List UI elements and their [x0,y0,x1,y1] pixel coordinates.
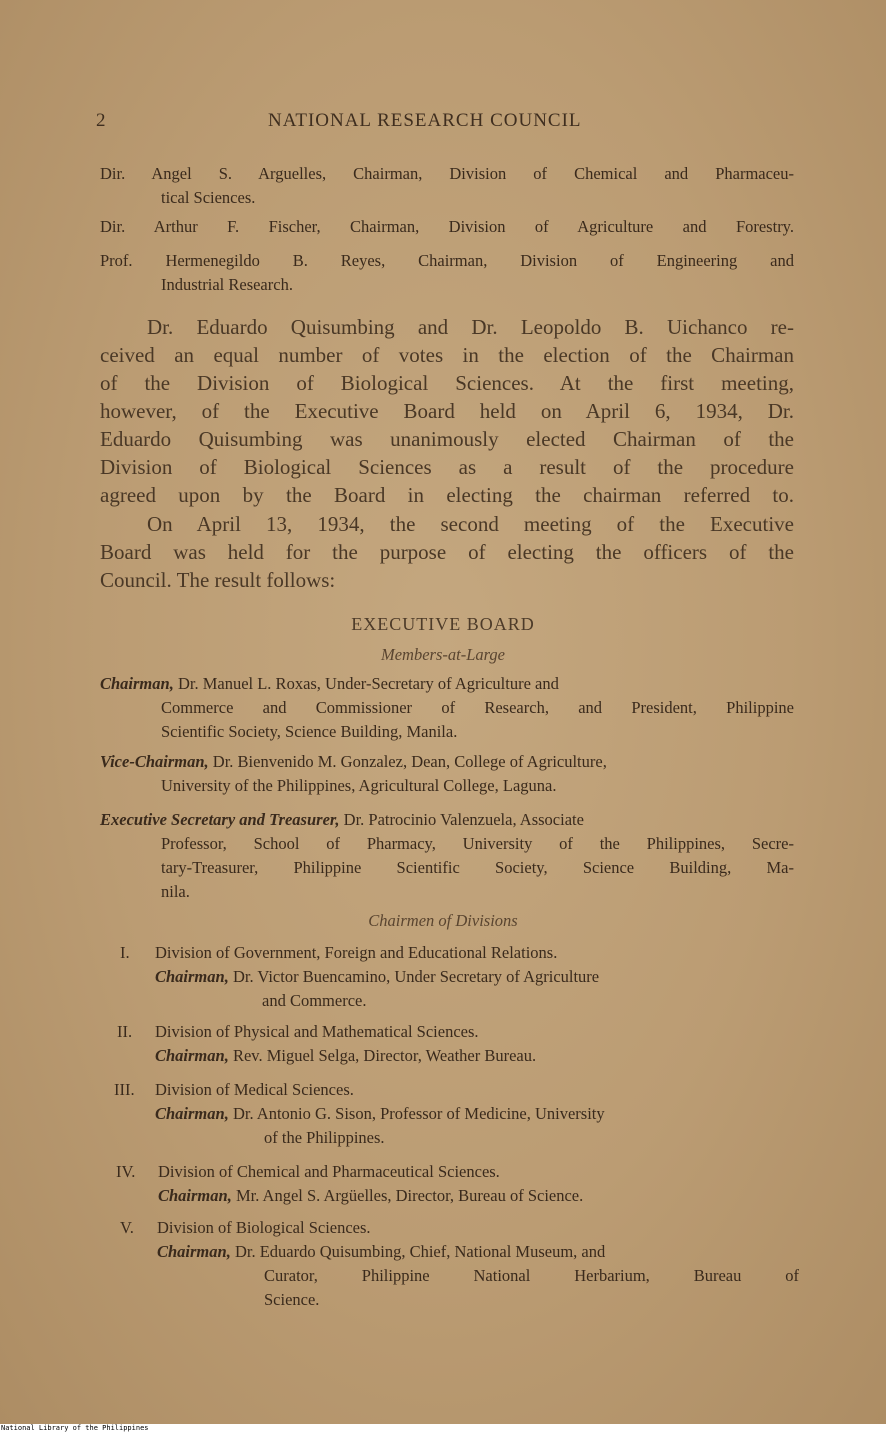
officer-text: Dr. Patrocinio Valenzuela, Associate [339,810,584,829]
running-header: NATIONAL RESEARCH COUNCIL [268,110,582,131]
officer-line: tary-Treasurer, Philippine Scientific Society, Science Building, Ma- [161,858,794,877]
chair-title: Chairman, [158,1186,232,1205]
officer-entry [100,808,794,832]
division-name: Division of Medical Sciences. [155,1080,354,1099]
chair-title: Chairman, [155,1104,229,1123]
chair-title: Chairman, [155,967,229,986]
division-chair-line: and Commerce. [262,991,367,1010]
division-numeral: V. [120,1218,134,1237]
paragraph-line: Board was held for the purpose of electing the officers of the [100,540,794,564]
paragraph-line: of the Division of Biological Sciences. At the first meeting, [100,371,794,395]
member-line: Dir. Arthur F. Fischer, Chairman, Division of Agriculture and Forestry. [100,217,794,236]
officer-line: nila. [161,882,190,901]
division-chair-line: Science. [264,1290,320,1309]
footer-strip [0,1424,886,1433]
chair-title: Chairman, [157,1242,231,1261]
chair-text: Rev. Miguel Selga, Director, Weather Bureau. [228,1046,537,1065]
member-line: Dir. Angel S. Arguelles, Chairman, Division of Chemical and Pharmaceu- [100,164,794,183]
division-name: Division of Government, Foreign and Educational Relations. [155,943,558,962]
officer-line: Commerce and Commissioner of Research, and President, Philippine [161,698,794,717]
member-line: tical Sciences. [161,188,256,207]
division-name: Division of Physical and Mathematical Sciences. [155,1022,479,1041]
subsection-heading: Members-at-Large [380,645,506,664]
paragraph-line: agreed upon by the Board in electing the chairman referred to. [100,483,794,507]
page-number: 2 [96,110,107,131]
chair-title: Chairman, [155,1046,229,1065]
subsection-heading: Chairmen of Divisions [368,911,518,930]
member-line: Industrial Research. [161,275,293,294]
division-numeral: IV. [116,1162,136,1181]
officer-text: Dr. Bienvenido M. Gonzalez, Dean, College of Agriculture, [208,752,607,771]
paragraph-line: Dr. Eduardo Quisumbing and Dr. Leopoldo B. Uichanco re- [147,315,794,339]
paragraph-line: ceived an equal number of votes in the election of the Chairman [100,343,794,367]
chair-text: Dr. Eduardo Quisumbing, Chief, National Museum, and [230,1242,606,1261]
officer-entry [100,672,794,696]
officer-line: University of the Philippines, Agricultural College, Laguna. [161,776,557,795]
chair-text: Dr. Victor Buencamino, Under Secretary of Agriculture [228,967,600,986]
officer-title: Vice-Chairman, [100,752,209,771]
paragraph-line: however, of the Executive Board held on April 6, 1934, Dr. [100,399,794,423]
paragraph-line: Division of Biological Sciences as a result of the procedure [100,455,794,479]
chair-text: Mr. Angel S. Argüelles, Director, Bureau of Science. [231,1186,584,1205]
division-numeral: I. [120,943,130,962]
member-line: Prof. Hermenegildo B. Reyes, Chairman, Division of Engineering and [100,251,794,270]
division-chair-line: of the Philippines. [264,1128,385,1147]
division-chair [155,1044,536,1068]
division-chair-line: Curator, Philippine National Herbarium, Bureau of [264,1266,799,1285]
officer-title: Executive Secretary and Treasurer, [100,810,340,829]
division-numeral: III. [114,1080,135,1099]
chair-text: Dr. Antonio G. Sison, Professor of Medicine, University [228,1104,605,1123]
paragraph-line: Council. The result follows: [100,568,336,592]
officer-line: Professor, School of Pharmacy, University of the Philippines, Secre- [161,834,794,853]
officer-line: Scientific Society, Science Building, Manila. [161,722,458,741]
officer-title: Chairman, [100,674,174,693]
division-chair [157,1240,799,1264]
section-heading: EXECUTIVE BOARD [351,614,535,634]
division-chair [155,965,797,989]
paragraph-line: On April 13, 1934, the second meeting of the Executive [147,512,794,536]
division-name: Division of Biological Sciences. [157,1218,371,1237]
officer-text: Dr. Manuel L. Roxas, Under-Secretary of Agriculture and [173,674,559,693]
division-name: Division of Chemical and Pharmaceutical Sciences. [158,1162,500,1181]
division-chair [155,1102,797,1126]
division-chair [158,1184,583,1208]
footer-credit: National Library of the Philippines [1,1424,149,1432]
paragraph-line: Eduardo Quisumbing was unanimously elected Chairman of the [100,427,794,451]
division-numeral: II. [117,1022,133,1041]
officer-entry [100,750,794,774]
